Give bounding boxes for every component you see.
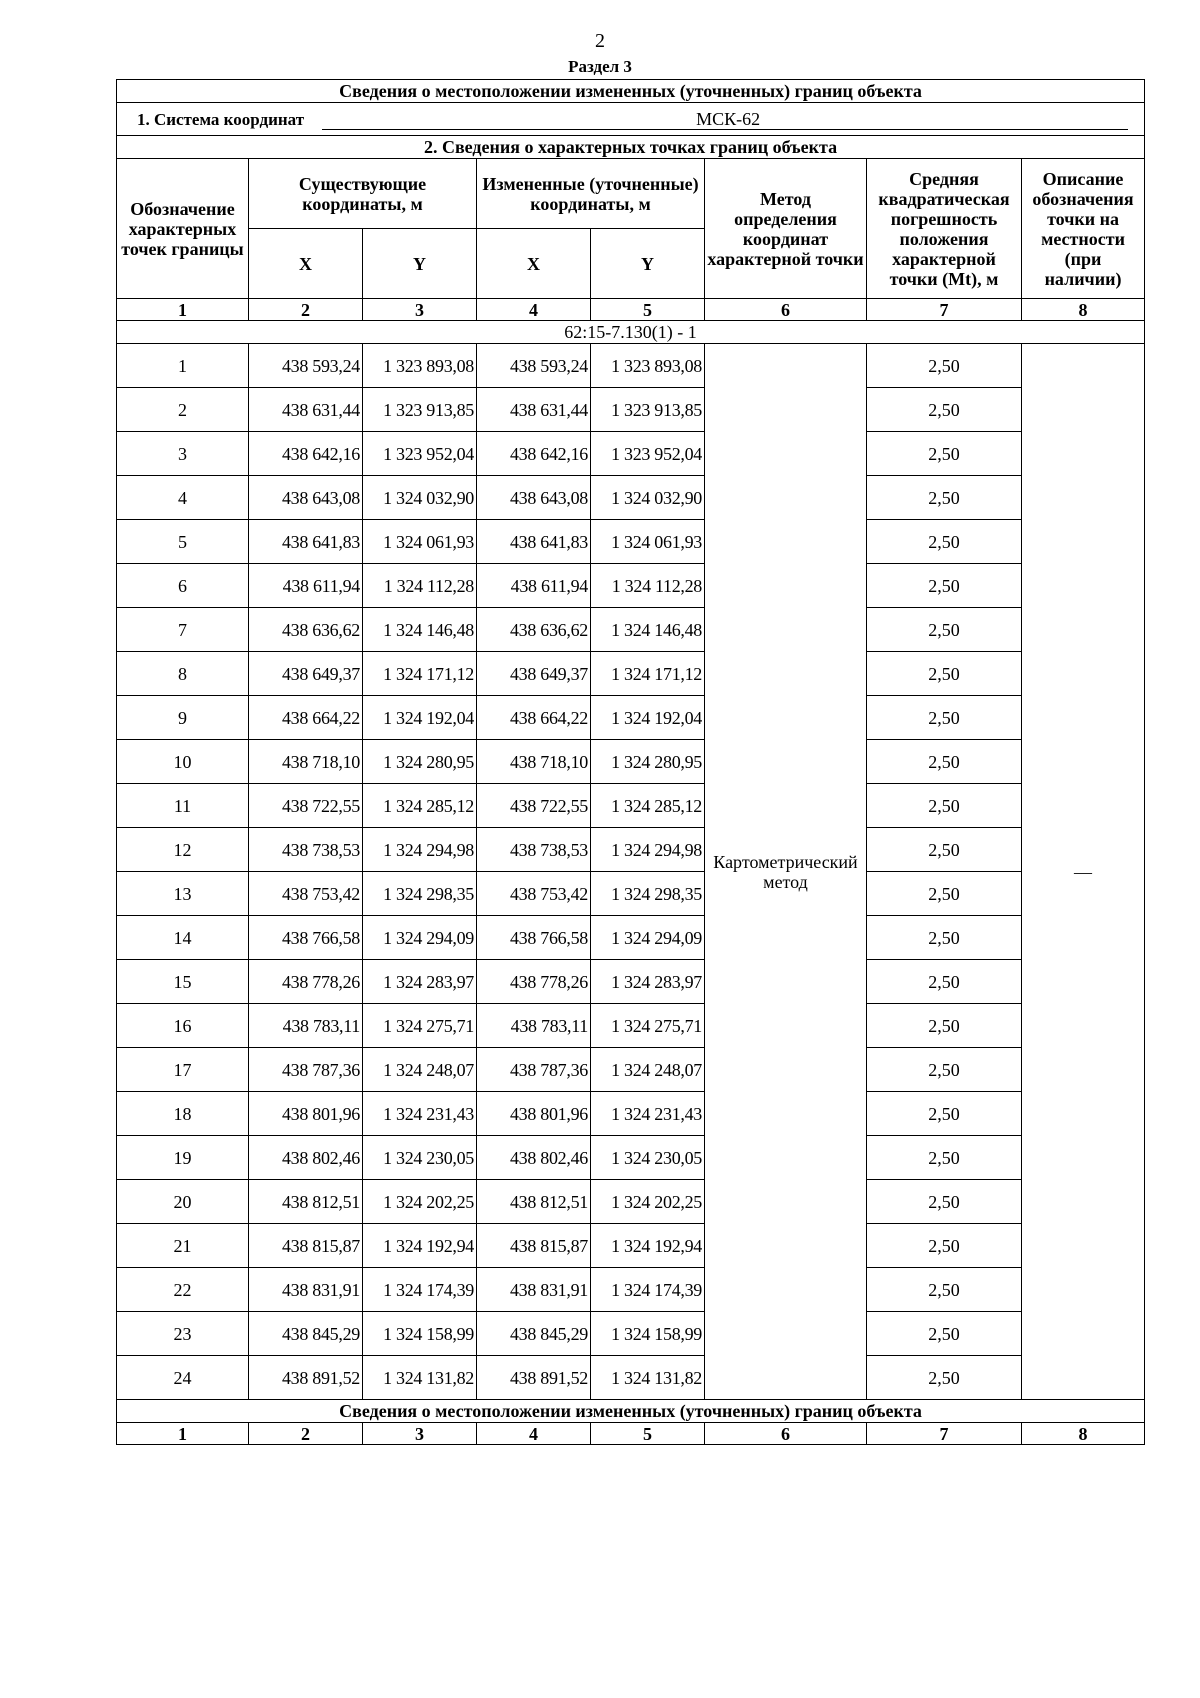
changed-y: 1 324 158,99: [591, 1312, 705, 1356]
existing-y: 1 324 294,09: [363, 916, 477, 960]
existing-x: 438 643,08: [249, 476, 363, 520]
changed-y: 1 324 280,95: [591, 740, 705, 784]
existing-x: 438 636,62: [249, 608, 363, 652]
existing-x: 438 631,44: [249, 388, 363, 432]
object-label: 62:15-7.130(1) - 1: [117, 321, 1145, 344]
mean-error: 2,50: [867, 1180, 1022, 1224]
existing-x: 438 753,42: [249, 872, 363, 916]
changed-y: 1 324 032,90: [591, 476, 705, 520]
point-number: 5: [117, 520, 249, 564]
existing-y: 1 324 131,82: [363, 1356, 477, 1400]
changed-y: 1 324 171,12: [591, 652, 705, 696]
existing-x: 438 845,29: [249, 1312, 363, 1356]
point-number: 17: [117, 1048, 249, 1092]
header-point-designation: Обозначение характерных точек границы: [117, 159, 249, 299]
existing-y: 1 324 248,07: [363, 1048, 477, 1092]
header-changed-coords: Измененные (уточненные) координаты, м: [477, 159, 705, 229]
column-number: 7: [867, 299, 1022, 321]
table-row: [117, 1356, 1145, 1400]
existing-y: 1 324 032,90: [363, 476, 477, 520]
table-row: [117, 564, 1145, 608]
changed-y: 1 324 275,71: [591, 1004, 705, 1048]
column-number: 6: [705, 299, 867, 321]
changed-y: 1 324 192,04: [591, 696, 705, 740]
table-row: [117, 476, 1145, 520]
existing-y: 1 324 283,97: [363, 960, 477, 1004]
mean-error: 2,50: [867, 520, 1022, 564]
existing-x: 438 593,24: [249, 344, 363, 388]
table-row: [117, 1048, 1145, 1092]
existing-x: 438 801,96: [249, 1092, 363, 1136]
column-number: 8: [1022, 1423, 1145, 1445]
existing-x: 438 802,46: [249, 1136, 363, 1180]
mean-error: 2,50: [867, 872, 1022, 916]
table-row: [117, 432, 1145, 476]
coord-system-label: 1. Система координат: [136, 109, 305, 129]
mean-error: 2,50: [867, 960, 1022, 1004]
point-number: 23: [117, 1312, 249, 1356]
column-number: 3: [363, 299, 477, 321]
column-number: 4: [477, 1423, 591, 1445]
method-cell: Картометрический метод: [705, 344, 867, 1400]
mean-error: 2,50: [867, 652, 1022, 696]
existing-x: 438 649,37: [249, 652, 363, 696]
existing-x: 438 891,52: [249, 1356, 363, 1400]
mean-error: 2,50: [867, 344, 1022, 388]
table-row: [117, 1004, 1145, 1048]
changed-x: 438 738,53: [477, 828, 591, 872]
mean-error: 2,50: [867, 1004, 1022, 1048]
changed-x: 438 642,16: [477, 432, 591, 476]
changed-y: 1 324 285,12: [591, 784, 705, 828]
point-number: 6: [117, 564, 249, 608]
table-row: [117, 1092, 1145, 1136]
changed-y: 1 324 231,43: [591, 1092, 705, 1136]
existing-x: 438 722,55: [249, 784, 363, 828]
table-row: [117, 1136, 1145, 1180]
changed-x: 438 643,08: [477, 476, 591, 520]
point-number: 2: [117, 388, 249, 432]
table-row: [117, 784, 1145, 828]
mean-error: 2,50: [867, 828, 1022, 872]
table-row: [117, 872, 1145, 916]
existing-y: 1 324 171,12: [363, 652, 477, 696]
mean-error: 2,50: [867, 1048, 1022, 1092]
existing-x: 438 766,58: [249, 916, 363, 960]
changed-x: 438 636,62: [477, 608, 591, 652]
table-row: [117, 696, 1145, 740]
mean-error: 2,50: [867, 1268, 1022, 1312]
changed-x: 438 718,10: [477, 740, 591, 784]
table-subtitle: 2. Сведения о характерных точках границ объекта: [117, 136, 1145, 159]
existing-x: 438 787,36: [249, 1048, 363, 1092]
header-description: Описание обозначения точки на местности (при наличии): [1022, 159, 1145, 299]
existing-y: 1 324 275,71: [363, 1004, 477, 1048]
mean-error: 2,50: [867, 784, 1022, 828]
changed-x: 438 649,37: [477, 652, 591, 696]
existing-x: 438 783,11: [249, 1004, 363, 1048]
changed-y: 1 324 112,28: [591, 564, 705, 608]
changed-x: 438 593,24: [477, 344, 591, 388]
table-row: [117, 1312, 1145, 1356]
table-row: [117, 520, 1145, 564]
changed-x: 438 631,44: [477, 388, 591, 432]
point-number: 14: [117, 916, 249, 960]
column-number: 1: [117, 1423, 249, 1445]
table-row: [117, 608, 1145, 652]
point-number: 20: [117, 1180, 249, 1224]
header-x-changed: X: [477, 229, 591, 299]
changed-y: 1 323 893,08: [591, 344, 705, 388]
table-row: [117, 1224, 1145, 1268]
column-number: 7: [867, 1423, 1022, 1445]
existing-x: 438 812,51: [249, 1180, 363, 1224]
existing-x: 438 611,94: [249, 564, 363, 608]
point-number: 24: [117, 1356, 249, 1400]
changed-x: 438 891,52: [477, 1356, 591, 1400]
changed-x: 438 641,83: [477, 520, 591, 564]
point-number: 12: [117, 828, 249, 872]
footer-column-numbers-row: [117, 1423, 1145, 1445]
point-number: 16: [117, 1004, 249, 1048]
changed-y: 1 324 248,07: [591, 1048, 705, 1092]
column-number: 5: [591, 1423, 705, 1445]
existing-y: 1 324 061,93: [363, 520, 477, 564]
changed-x: 438 812,51: [477, 1180, 591, 1224]
point-number: 21: [117, 1224, 249, 1268]
changed-x: 438 801,96: [477, 1092, 591, 1136]
mean-error: 2,50: [867, 608, 1022, 652]
coord-system-value: МСК-62: [322, 109, 1128, 130]
changed-x: 438 753,42: [477, 872, 591, 916]
coordinates-table: [116, 79, 1145, 1445]
existing-y: 1 324 192,94: [363, 1224, 477, 1268]
existing-y: 1 324 112,28: [363, 564, 477, 608]
table-row: [117, 344, 1145, 388]
changed-x: 438 787,36: [477, 1048, 591, 1092]
mean-error: 2,50: [867, 388, 1022, 432]
table-row: [117, 960, 1145, 1004]
point-number: 15: [117, 960, 249, 1004]
header-x-existing: X: [249, 229, 363, 299]
existing-y: 1 324 158,99: [363, 1312, 477, 1356]
point-number: 11: [117, 784, 249, 828]
mean-error: 2,50: [867, 1092, 1022, 1136]
changed-x: 438 783,11: [477, 1004, 591, 1048]
changed-y: 1 323 952,04: [591, 432, 705, 476]
existing-x: 438 642,16: [249, 432, 363, 476]
changed-x: 438 815,87: [477, 1224, 591, 1268]
changed-x: 438 845,29: [477, 1312, 591, 1356]
point-number: 19: [117, 1136, 249, 1180]
column-number: 5: [591, 299, 705, 321]
existing-y: 1 324 285,12: [363, 784, 477, 828]
existing-y: 1 324 192,04: [363, 696, 477, 740]
table-row: [117, 916, 1145, 960]
changed-y: 1 324 061,93: [591, 520, 705, 564]
page-number: 2: [595, 30, 605, 52]
column-number: 2: [249, 1423, 363, 1445]
changed-x: 438 611,94: [477, 564, 591, 608]
table-row: [117, 828, 1145, 872]
table-row: [117, 652, 1145, 696]
existing-x: 438 664,22: [249, 696, 363, 740]
mean-error: 2,50: [867, 916, 1022, 960]
existing-y: 1 323 952,04: [363, 432, 477, 476]
existing-y: 1 324 298,35: [363, 872, 477, 916]
table-row: [117, 388, 1145, 432]
point-number: 18: [117, 1092, 249, 1136]
header-existing-coords: Существующие координаты, м: [249, 159, 477, 229]
changed-x: 438 831,91: [477, 1268, 591, 1312]
mean-error: 2,50: [867, 432, 1022, 476]
changed-x: 438 802,46: [477, 1136, 591, 1180]
coord-system-row: [117, 103, 1145, 136]
point-number: 3: [117, 432, 249, 476]
changed-y: 1 324 294,09: [591, 916, 705, 960]
point-number: 9: [117, 696, 249, 740]
changed-x: 438 778,26: [477, 960, 591, 1004]
column-number: 2: [249, 299, 363, 321]
point-number: 1: [117, 344, 249, 388]
table-row: [117, 1268, 1145, 1312]
changed-y: 1 324 192,94: [591, 1224, 705, 1268]
existing-y: 1 324 230,05: [363, 1136, 477, 1180]
changed-y: 1 324 146,48: [591, 608, 705, 652]
column-number: 8: [1022, 299, 1145, 321]
header-y-changed: Y: [591, 229, 705, 299]
mean-error: 2,50: [867, 1136, 1022, 1180]
table-row: [117, 740, 1145, 784]
mean-error: 2,50: [867, 476, 1022, 520]
existing-x: 438 738,53: [249, 828, 363, 872]
existing-x: 438 718,10: [249, 740, 363, 784]
existing-x: 438 641,83: [249, 520, 363, 564]
point-number: 8: [117, 652, 249, 696]
changed-y: 1 324 283,97: [591, 960, 705, 1004]
existing-y: 1 324 280,95: [363, 740, 477, 784]
section-title: Раздел 3: [568, 57, 632, 76]
column-numbers-row: [117, 299, 1145, 321]
mean-error: 2,50: [867, 1224, 1022, 1268]
header-error: Средняя квадратическая погрешность положения характерной точки (Mt), м: [867, 159, 1022, 299]
footer-title: Сведения о местоположении измененных (уточненных) границ объекта: [117, 1400, 1145, 1423]
point-number: 4: [117, 476, 249, 520]
changed-x: 438 664,22: [477, 696, 591, 740]
point-number: 10: [117, 740, 249, 784]
changed-y: 1 324 298,35: [591, 872, 705, 916]
mean-error: 2,50: [867, 1312, 1022, 1356]
column-number: 6: [705, 1423, 867, 1445]
changed-y: 1 324 131,82: [591, 1356, 705, 1400]
existing-x: 438 815,87: [249, 1224, 363, 1268]
changed-x: 438 722,55: [477, 784, 591, 828]
header-method: Метод определения координат характерной точки: [705, 159, 867, 299]
existing-y: 1 323 893,08: [363, 344, 477, 388]
changed-x: 438 766,58: [477, 916, 591, 960]
point-number: 22: [117, 1268, 249, 1312]
table-title: Сведения о местоположении измененных (уточненных) границ объекта: [117, 80, 1145, 103]
mean-error: 2,50: [867, 740, 1022, 784]
changed-y: 1 323 913,85: [591, 388, 705, 432]
description-cell: —: [1022, 344, 1145, 1400]
existing-y: 1 324 174,39: [363, 1268, 477, 1312]
changed-y: 1 324 230,05: [591, 1136, 705, 1180]
existing-x: 438 778,26: [249, 960, 363, 1004]
existing-y: 1 324 202,25: [363, 1180, 477, 1224]
changed-y: 1 324 174,39: [591, 1268, 705, 1312]
existing-y: 1 324 294,98: [363, 828, 477, 872]
existing-y: 1 324 231,43: [363, 1092, 477, 1136]
column-number: 1: [117, 299, 249, 321]
changed-y: 1 324 202,25: [591, 1180, 705, 1224]
header-y-existing: Y: [363, 229, 477, 299]
mean-error: 2,50: [867, 1356, 1022, 1400]
existing-x: 438 831,91: [249, 1268, 363, 1312]
point-number: 13: [117, 872, 249, 916]
column-number: 3: [363, 1423, 477, 1445]
existing-y: 1 323 913,85: [363, 388, 477, 432]
existing-y: 1 324 146,48: [363, 608, 477, 652]
mean-error: 2,50: [867, 696, 1022, 740]
column-number: 4: [477, 299, 591, 321]
point-number: 7: [117, 608, 249, 652]
mean-error: 2,50: [867, 564, 1022, 608]
changed-y: 1 324 294,98: [591, 828, 705, 872]
table-row: [117, 1180, 1145, 1224]
